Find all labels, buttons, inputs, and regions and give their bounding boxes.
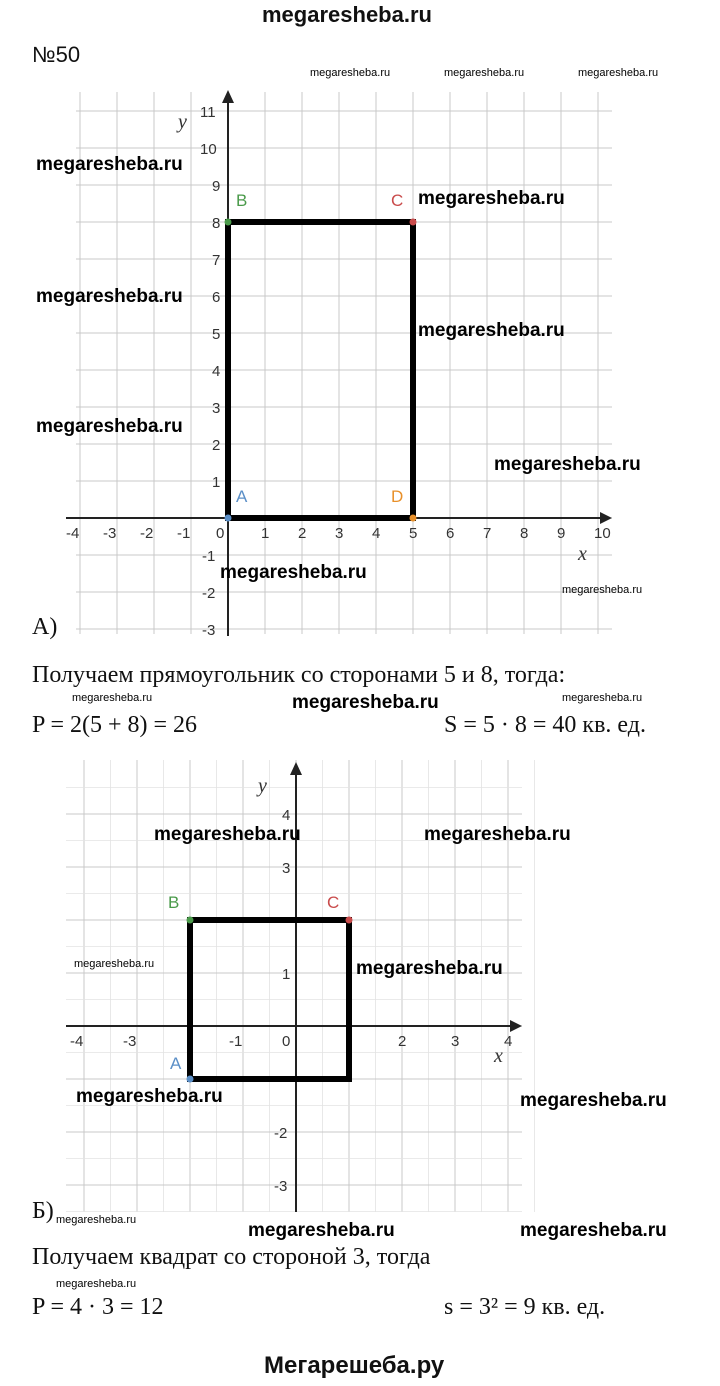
x-tick-label: -3: [123, 1033, 137, 1050]
footer-brand[interactable]: Мегарешеба.ру: [264, 1352, 445, 1379]
y-tick-label: 8: [212, 215, 221, 232]
part-b-area: s = 3² = 9 кв. ед.: [444, 1294, 606, 1320]
watermark: megaresheba.ru: [418, 320, 565, 341]
x-tick-label: 0: [282, 1033, 291, 1050]
watermark: megaresheba.ru: [494, 454, 641, 475]
watermark: megaresheba.ru: [36, 286, 183, 307]
x-tick-label: 0: [216, 525, 225, 542]
x-tick-label: 5: [409, 525, 418, 542]
x-tick-label: -4: [70, 1033, 84, 1050]
x-tick-label: 4: [372, 525, 381, 542]
x-axis-name: x: [494, 1045, 503, 1067]
x-tick-label: 1: [261, 525, 270, 542]
y-tick-label: 11: [200, 104, 216, 121]
watermark: megaresheba.ru: [562, 692, 643, 704]
vertex-label-d: D: [391, 487, 404, 506]
x-tick-label: -1: [229, 1033, 243, 1050]
watermark: megaresheba.ru: [154, 824, 301, 845]
vertex-point-b: [187, 917, 194, 924]
watermark: megaresheba.ru: [356, 958, 503, 979]
watermark: megaresheba.ru: [520, 1090, 667, 1111]
x-axis-name: x: [578, 543, 587, 565]
x-tick-label: -2: [140, 525, 154, 542]
watermark: megaresheba.ru: [76, 1086, 223, 1107]
watermark: megaresheba.ru: [36, 416, 183, 437]
part-a-area: S = 5 · 8 = 40 кв. ед.: [444, 712, 646, 738]
vertex-label-a: A: [170, 1054, 182, 1073]
y-tick-label: -3: [274, 1178, 288, 1195]
watermark: megaresheba.ru: [520, 1220, 667, 1241]
x-axis-arrow: [510, 1020, 522, 1032]
y-tick-label: 7: [212, 252, 221, 269]
task-number: №50: [32, 42, 81, 67]
vertex-point-c: [346, 917, 353, 924]
site-header[interactable]: megaresheba.ru: [262, 2, 432, 27]
y-tick-label: 4: [212, 363, 221, 380]
vertex-label-c: C: [327, 893, 340, 912]
y-tick-label: 3: [282, 860, 291, 877]
watermark: megaresheba.ru: [248, 1220, 395, 1241]
vertex-label-c: C: [391, 191, 404, 210]
y-tick-label: 3: [212, 400, 221, 417]
vertex-label-b: B: [168, 893, 180, 912]
x-tick-label: 8: [520, 525, 529, 542]
watermark: megaresheba.ru: [36, 154, 183, 175]
y-tick-label: -2: [202, 585, 216, 602]
x-tick-label: 2: [398, 1033, 407, 1050]
y-tick-label: -1: [202, 548, 216, 565]
part-b-perimeter: P = 4 · 3 = 12: [32, 1294, 164, 1320]
x-tick-label: 3: [335, 525, 344, 542]
watermark: megaresheba.ru: [444, 67, 525, 79]
x-tick-label: -4: [66, 525, 80, 542]
y-tick-label: 6: [212, 289, 221, 306]
vertex-point-a: [187, 1076, 194, 1083]
watermark: megaresheba.ru: [424, 824, 571, 845]
x-tick-label: -3: [103, 525, 117, 542]
part-a-perimeter: P = 2(5 + 8) = 26: [32, 712, 198, 738]
x-tick-label: 6: [446, 525, 455, 542]
watermark: megaresheba.ru: [220, 562, 367, 583]
part-a-description: Получаем прямоугольник со сторонами 5 и 8, тогда:: [32, 662, 566, 688]
y-tick-label: 10: [200, 141, 217, 158]
watermark: megaresheba.ru: [72, 692, 153, 704]
watermark: megaresheba.ru: [562, 584, 643, 596]
watermark: megaresheba.ru: [310, 67, 391, 79]
watermark: megaresheba.ru: [56, 1214, 137, 1226]
x-tick-label: 4: [504, 1033, 513, 1050]
y-tick-label: 4: [282, 807, 291, 824]
x-tick-label: 9: [557, 525, 566, 542]
x-tick-label: 3: [451, 1033, 460, 1050]
y-tick-label: 5: [212, 326, 221, 343]
y-tick-label: 1: [212, 474, 221, 491]
watermark: megaresheba.ru: [292, 692, 439, 713]
watermark: megaresheba.ru: [56, 1278, 137, 1290]
x-tick-label: 10: [594, 525, 611, 542]
x-tick-label: 7: [483, 525, 492, 542]
y-tick-label: -3: [202, 622, 216, 639]
x-tick-label: 2: [298, 525, 307, 542]
part-b-label: Б): [32, 1198, 54, 1224]
y-tick-label: 9: [212, 178, 221, 195]
watermark: megaresheba.ru: [74, 958, 155, 970]
y-tick-label: -2: [274, 1125, 288, 1142]
y-axis-name: y: [258, 775, 267, 797]
vertex-label-b: B: [236, 191, 248, 210]
y-tick-label: 2: [212, 437, 221, 454]
part-b-description: Получаем квадрат со стороной 3, тогда: [32, 1244, 431, 1270]
x-tick-label: -1: [177, 525, 191, 542]
vertex-label-a: A: [236, 487, 248, 506]
y-tick-label: 1: [282, 966, 291, 983]
y-axis-name: y: [178, 111, 187, 133]
watermark: megaresheba.ru: [578, 67, 659, 79]
part-a-label: А): [32, 614, 58, 640]
y-axis-arrow: [290, 762, 302, 775]
watermark: megaresheba.ru: [418, 188, 565, 209]
